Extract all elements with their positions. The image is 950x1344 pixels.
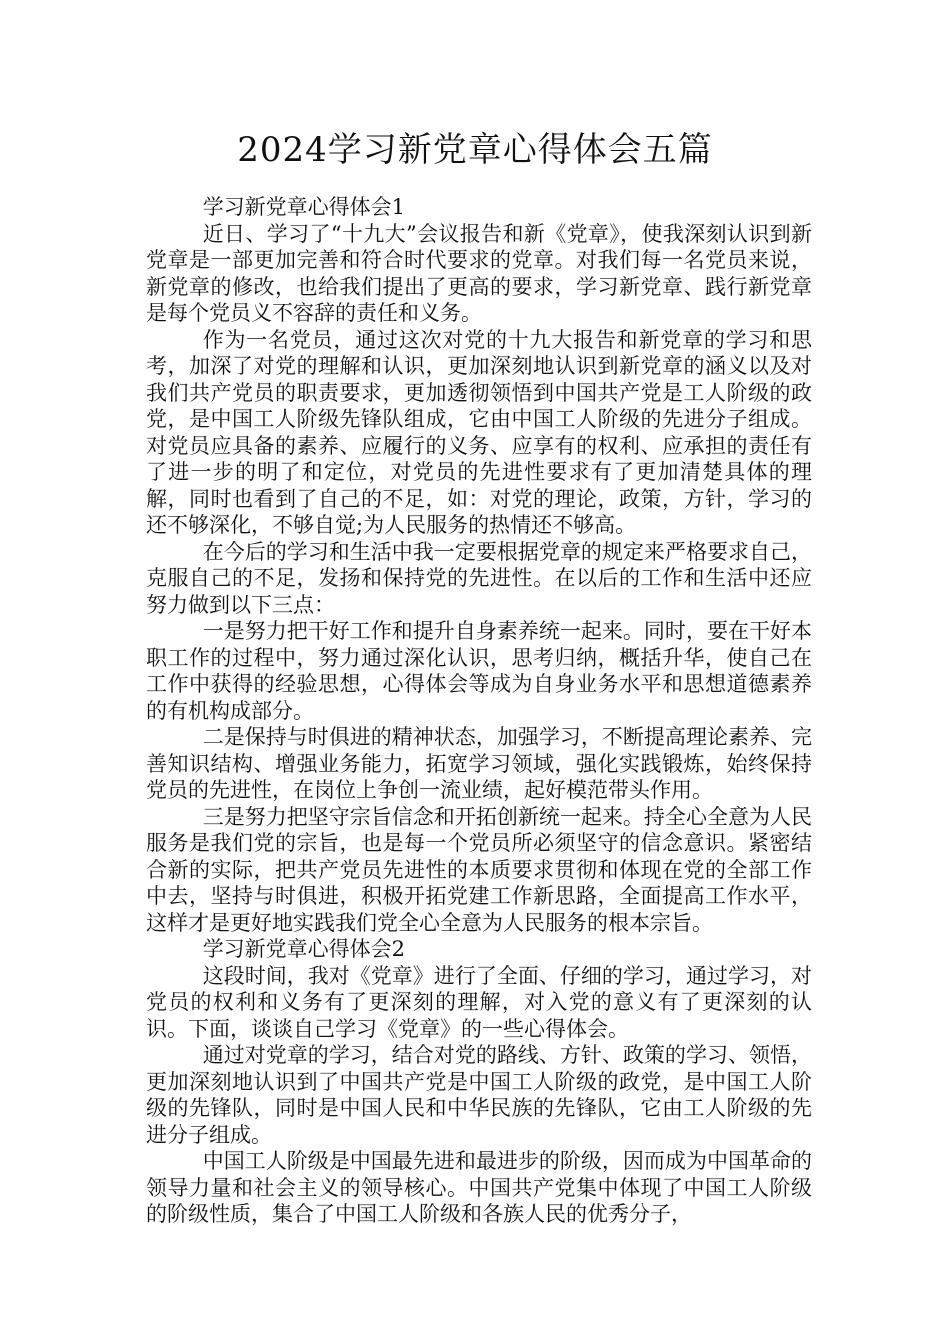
paragraph: 近日、学习了“十九大”会议报告和新《党章》，使我深刻认识到新党章是一部更加完善和符合时代要求的党章。对我们每一名党员来说，新党章的修改，也给我们提出了更高的要求，学习新党章、践行新党章是每个党员义不容辞的责任和义务。 <box>146 221 812 325</box>
paragraph: 一是努力把干好工作和提升自身素养统一起来。同时，要在干好本职工作的过程中，努力通过深化认识，思考归纳，概括升华，使自己在工作中获得的经验思想，心得体会等成为自身业务水平和思想道德素养的有机构成部分。 <box>146 619 812 723</box>
paragraph: 在今后的学习和生活中我一定要根据党章的规定来严格要求自己，克服自己的不足，发扬和保持党的先进性。在以后的工作和生活中还应努力做到以下三点： <box>146 539 812 617</box>
paragraph: 中国工人阶级是中国最先进和最进步的阶级，因而成为中国革命的领导力量和社会主义的领导核心。中国共产党集中体现了中国工人阶级的阶级性质，集合了中国工人阶级和各族人民的优秀分子， <box>146 1149 812 1226</box>
paragraph: 作为一名党员，通过这次对党的十九大报告和新党章的学习和思考，加深了对党的理解和认识，更加深刻地认识到新党章的涵义以及对我们共产党员的职责要求，更加透彻领悟到中国共产党是工人阶级的政党，是中国工人阶级先锋队组成，它由中国工人阶级的先进分子组成。对党员应具备的素养、应履行的义务、应享有的权利、应承担的责任有了进一步的明了和定位，对党员的先进性要求有了更加清楚具体的理解，同时也看到了自己的不足，如：对党的理论，政策，方针，学习的还不够深化，不够自觉;为人民服务的热情还不够高。 <box>146 327 812 537</box>
paragraph: 二是保持与时俱进的精神状态，加强学习，不断提高理论素养、完善知识结构、增强业务能力，拓宽学习领域，强化实践锻炼，始终保持党员的先进性，在岗位上争创一流业绩，起好模范带头作用。 <box>146 725 812 802</box>
section-heading-1: 学习新党章心得体会1 <box>202 195 406 219</box>
paragraph: 通过对党章的学习，结合对党的路线、方针、政策的学习、领悟，更加深刻地认识到了中国共产党是中国工人阶级的政党，是中国工人阶级的先锋队，同时是中国人民和中华民族的先锋队，它由工人阶级的先进分子组成。 <box>146 1043 812 1147</box>
document-title: 2024学习新党章心得体会五篇 <box>237 130 713 170</box>
paragraph: 三是努力把坚守宗旨信念和开拓创新统一起来。持全心全意为人民服务是我们党的宗旨，也是每一个党员所必须坚守的信念意识。紧密结合新的实际，把共产党员先进性的本质要求贯彻和体现在党的全部工作中去，坚持与时俱进，积极开拓党建工作新思路，全面提高工作水平，这样才是更好地实践我们党全心全意为人民服务的根本宗旨。 <box>146 804 812 935</box>
paragraph: 这段时间，我对《党章》进行了全面、仔细的学习，通过学习，对党员的权利和义务有了更深刻的理解，对入党的意义有了更深刻的认识。下面，谈谈自己学习《党章》的一些心得体会。 <box>146 963 812 1041</box>
section-heading-2: 学习新党章心得体会2 <box>202 937 406 961</box>
document-body <box>146 194 812 1228</box>
